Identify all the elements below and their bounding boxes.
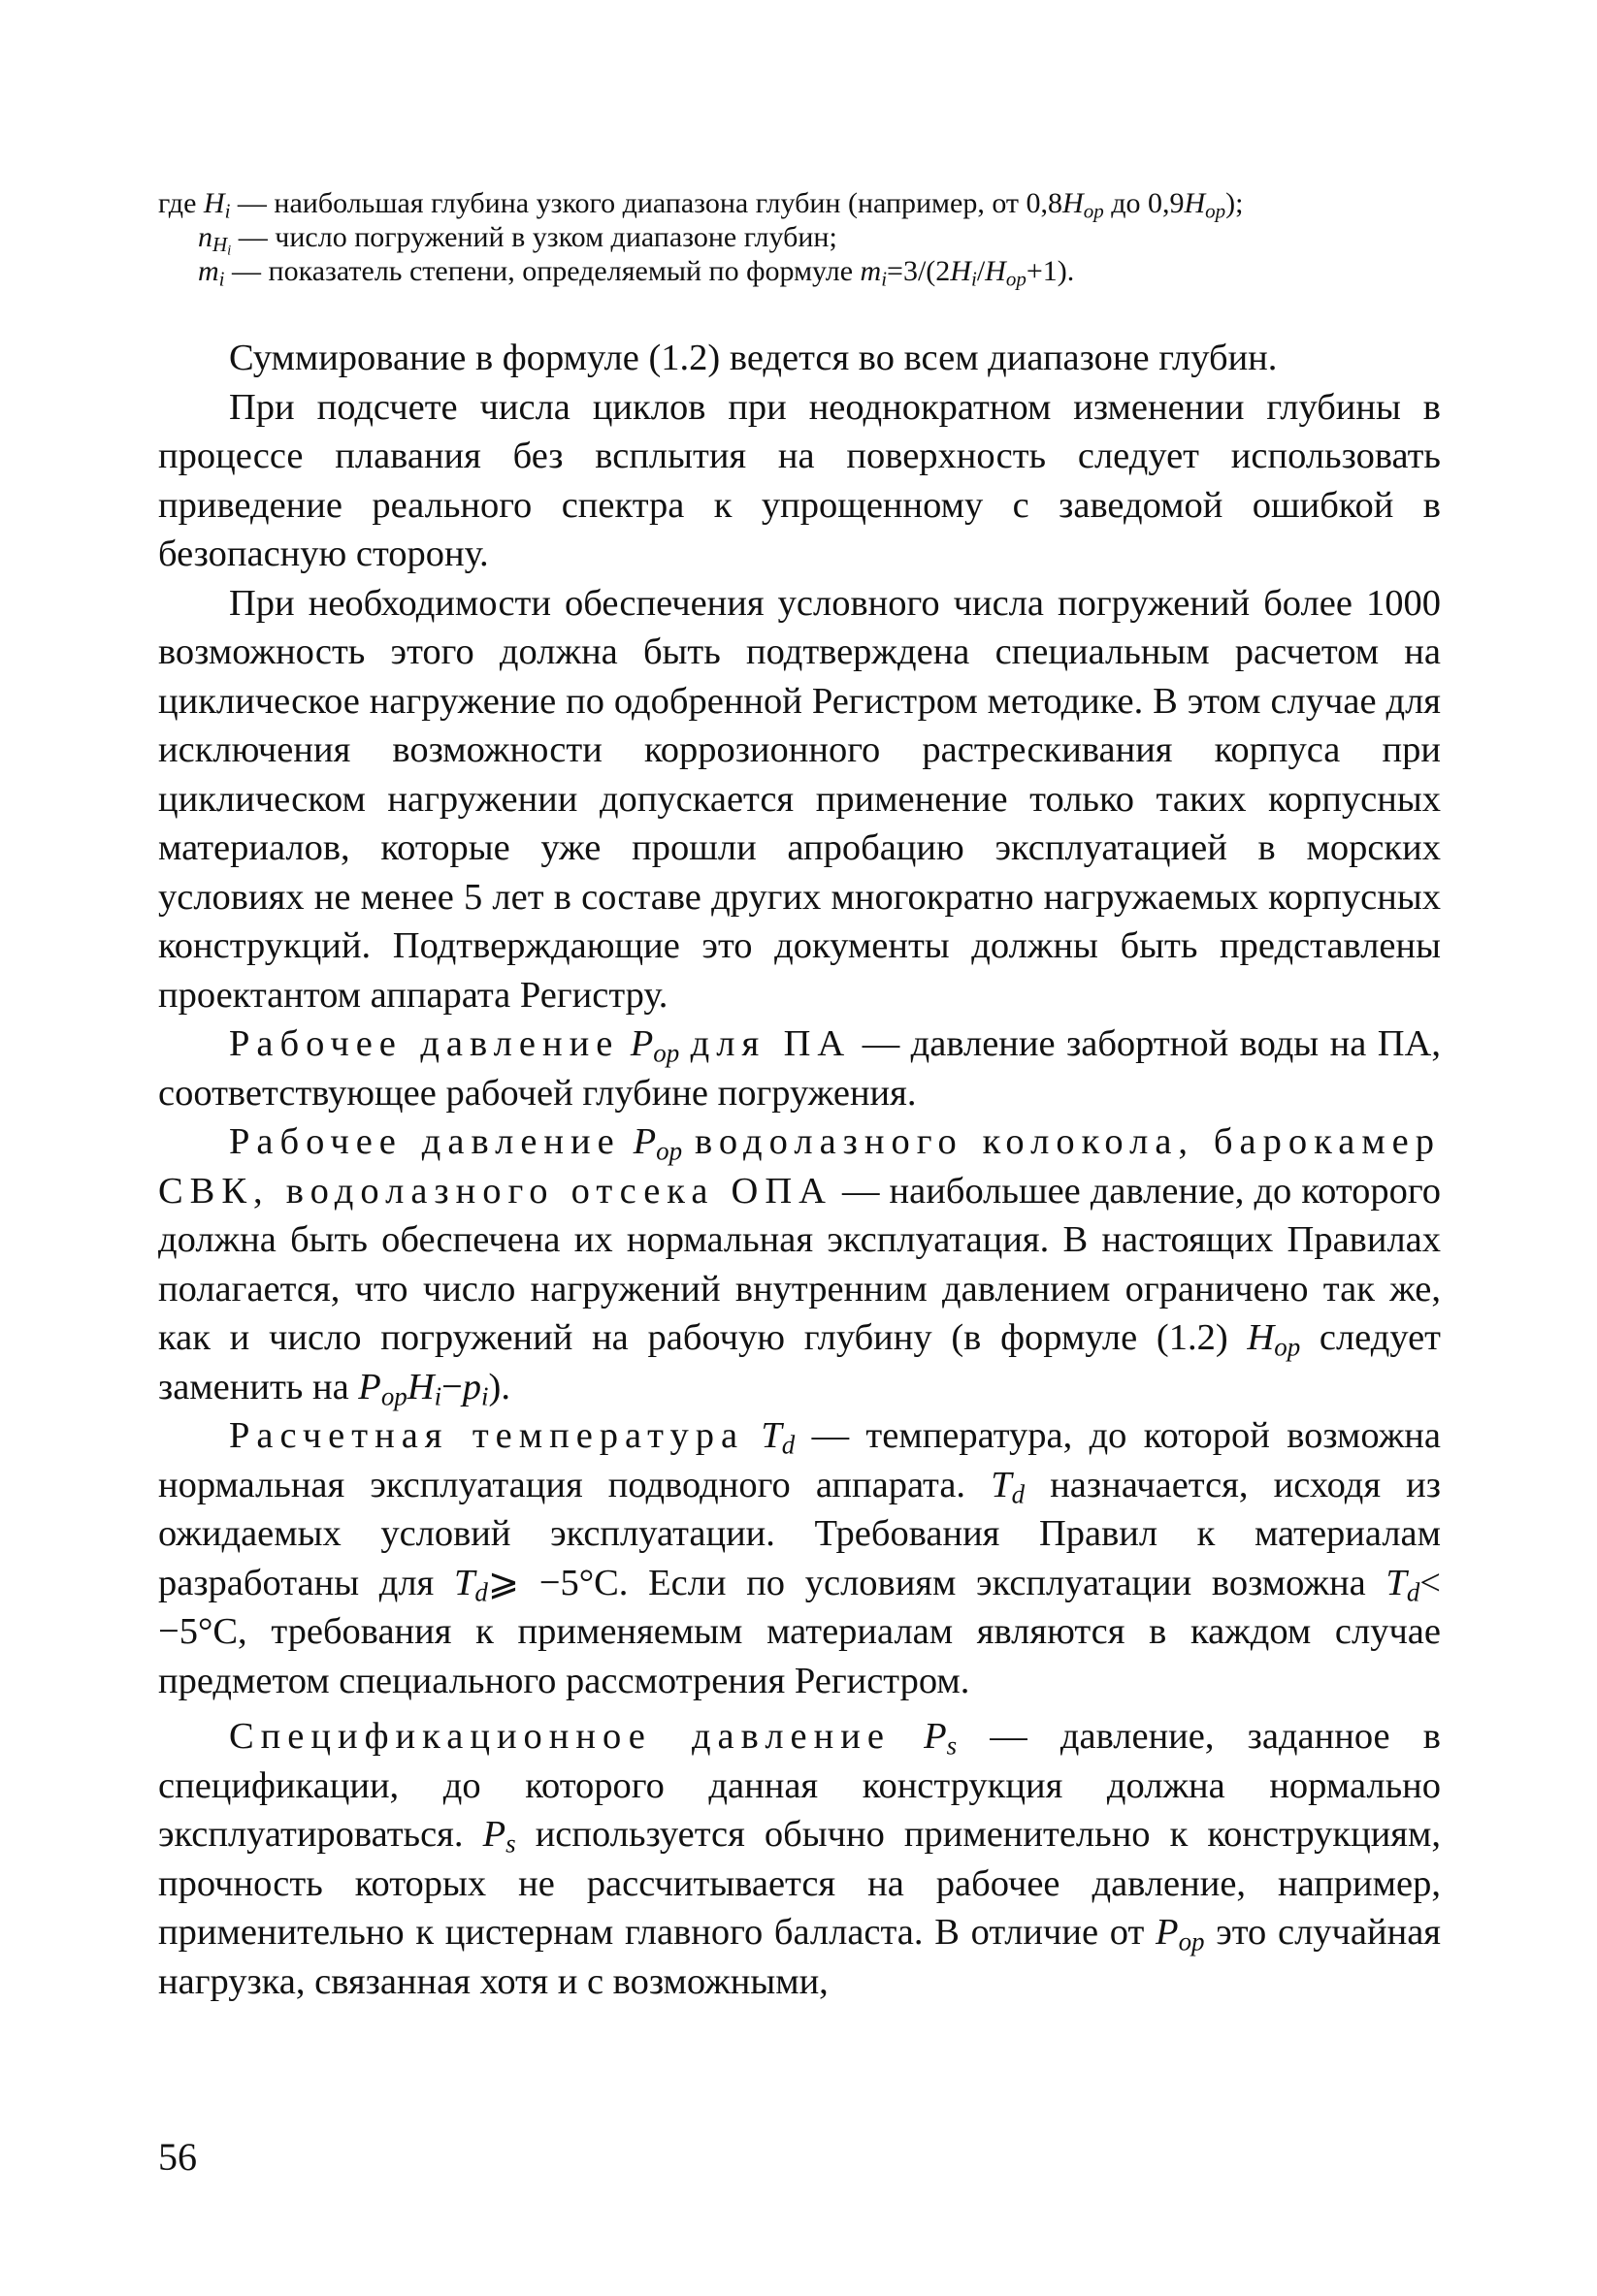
- term-design-temperature: Расчетная температура: [229, 1415, 745, 1456]
- definition-h-i: где $H_i$ — наибольшая глубина узкого диапазона глубин (например, от $0,8H_{op}$ до $0,9H_{op}$);: [158, 187, 1244, 223]
- term-specification-pressure: Спецификационное давление: [229, 1716, 891, 1757]
- paragraph-conventional-dives: При необходимости обеспечения условного числа погружений более 1000 возможность этого должна быть подтверждена специальным расчетом на циклическое нагружение по одобренной Регистром методике. В этом случае для исключения возможности коррозионного растрескивания корпуса при циклическом нагружении допускается применение только таких корпусных материалов, которые уже прошли апробацию эксплуатацией в морских условиях не менее 5 лет в составе других многократно нагружаемых корпусных конструкций. Подтверждающие это документы должны быть представлены проектантом аппарата Регистру.: [158, 582, 1441, 1016]
- definition-m-i: $m_i$ — показатель степени, определяемый по формуле $m_i=3/(2H_i/H_{op}+1)$.: [198, 255, 1075, 291]
- page-number: 56: [158, 2135, 197, 2179]
- paragraph-design-temperature: Расчетная температура $T_d$ — температура, до которой возможна нормальная эксплуатация подводного аппарата. $T_d$ назначается, исходя из ожидаемых условий эксплуатации. Требования Правил к материалам разработаны для $T_d⩾ -5^\circ C$. Если по условиям эксплуатации возможна $T_d< -5^\circ C$, требования к применяемым материалам являются в каждом случае предметом специального рассмотрения Регистром.: [158, 1415, 1442, 1701]
- paragraph-working-pressure-bell: Рабочее давление $P_{op}$ водолазного колокола, барокамер СВК, водолазного отсека ОПА — наибольшее давление, до которого должна быть обеспечена их нормальная эксплуатация. В настоящих Правилах полагается, что число нагружений внутренним давлением ограничено так же, как и число погружений на рабочую глубину (в формуле (1.2) $H_{op}$ следует заменить на $P_{op}H_i-p_i$).: [158, 1121, 1442, 1411]
- paragraph-cycle-count: При подсчете числа циклов при неоднократном изменении глубины в процессе плавания без всплытия на поверхность следует использовать приведение реального спектра к упрощенному с заведомой ошибкой в безопасную сторону.: [158, 386, 1441, 574]
- paragraph-summation: Суммирование в формуле (1.2) ведется во всем диапазоне глубин.: [229, 338, 1278, 378]
- definition-n-hi: $n_{H_i}$ — число погружений в узком диапазоне глубин;: [198, 221, 837, 259]
- paragraph-specification-pressure: Спецификационное давление $P_s$ — давление, заданное в спецификации, до которого данная конструкция должна нормально эксплуатироваться. $P_s$ используется обычно применительно к конструкциям, прочность которых не рассчитывается на рабочее давление, например, применительно к цистернам главного балласта. В отличие от $P_{op}$ это случайная нагрузка, связанная хотя и с возможными,: [158, 1716, 1441, 2002]
- variable-definitions: [158, 186, 1439, 291]
- term-working-pressure: Рабочее давление: [229, 1023, 620, 1064]
- term-working-pressure-bell: Рабочее давление: [229, 1121, 621, 1162]
- main-text: [158, 334, 1441, 2006]
- paragraph-working-pressure-pa: Рабочее давление $P_{op}$ для ПА — давление забортной воды на ПА, соответствующее рабочей глубине погружения.: [158, 1023, 1441, 1114]
